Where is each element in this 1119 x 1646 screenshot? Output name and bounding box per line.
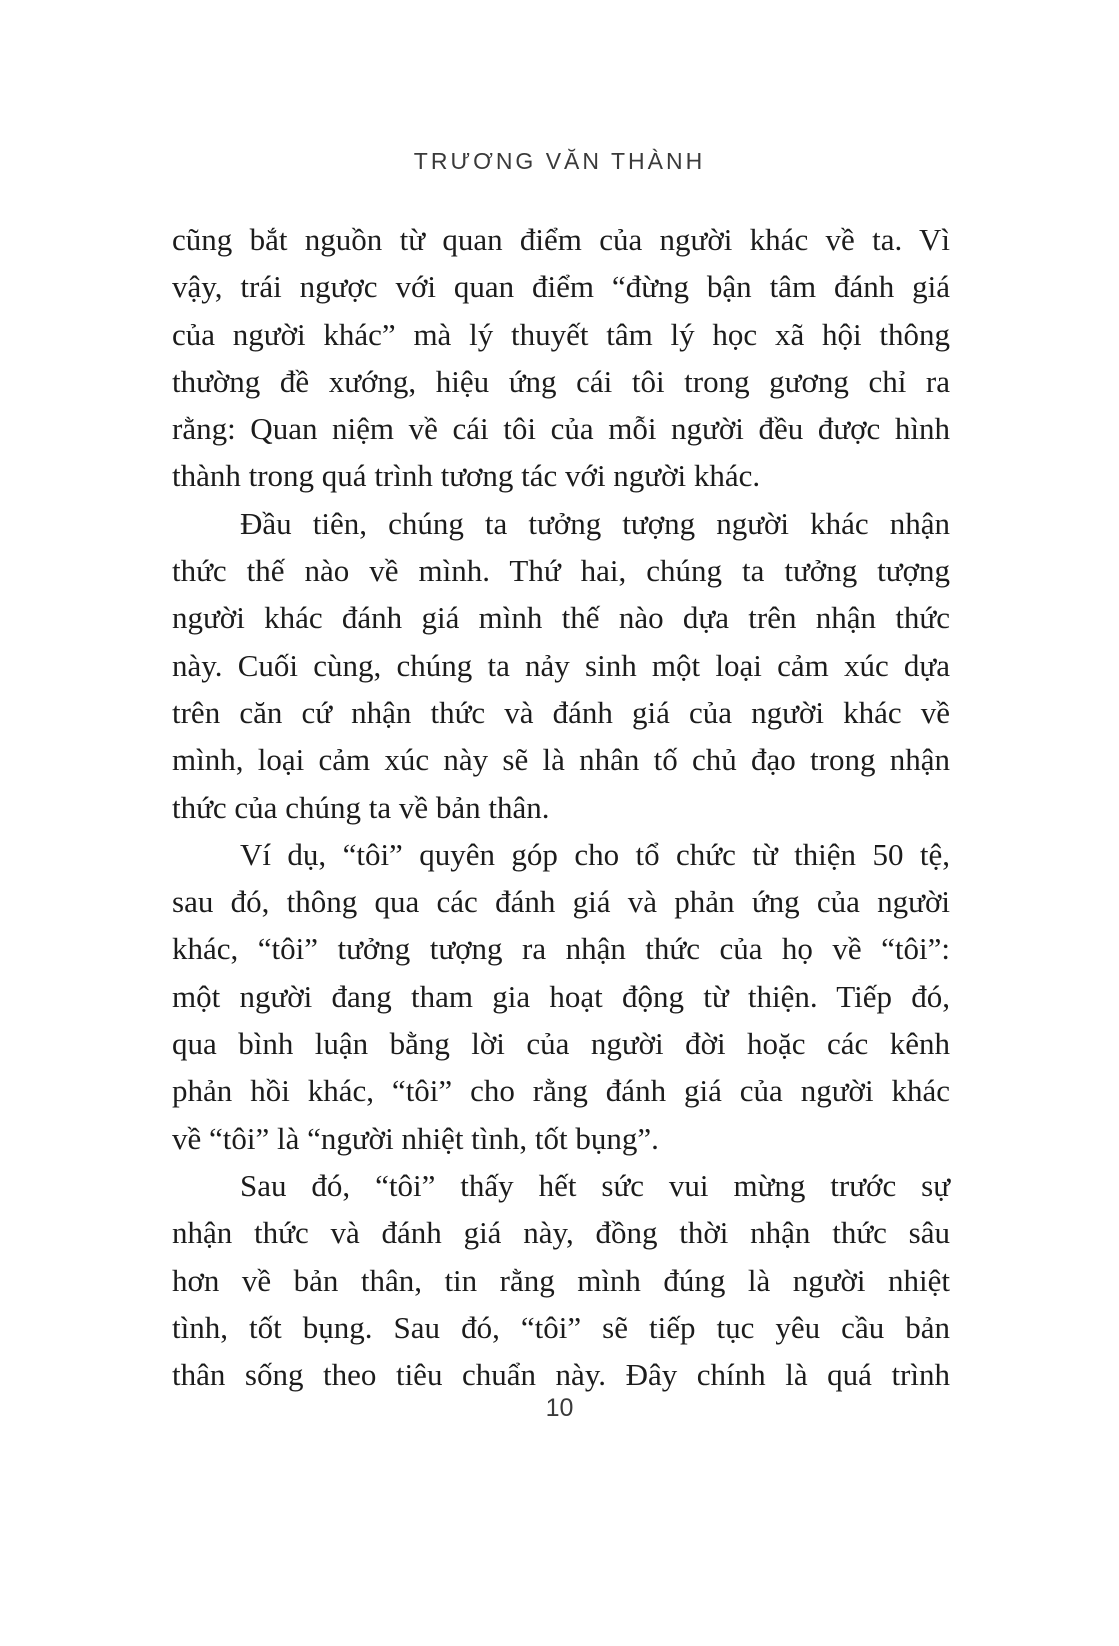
page-number: 10 — [545, 1394, 574, 1422]
text-line: nhận thức và đánh giá này, đồng thời nhận thức sâu — [172, 1215, 950, 1251]
text-line: thường đề xướng, hiệu ứng cái tôi trong gương chỉ ra — [172, 363, 950, 399]
text-line: thức của chúng ta về bản thân. — [172, 789, 550, 825]
text-line: qua bình luận bằng lời của người đời hoặc các kênh — [172, 1026, 950, 1062]
text-line: Sau đó, “tôi” thấy hết sức vui mừng trước sự — [240, 1167, 950, 1203]
text-line: này. Cuối cùng, chúng ta nảy sinh một loại cảm xúc dựa — [172, 647, 950, 683]
text-line: tình, tốt bụng. Sau đó, “tôi” sẽ tiếp tục yêu cầu bản — [172, 1309, 950, 1345]
text-line: phản hồi khác, “tôi” cho rằng đánh giá của người khác — [172, 1073, 950, 1109]
text-line: thức thế nào về mình. Thứ hai, chúng ta tưởng tượng — [172, 553, 950, 589]
text-line: của người khác” mà lý thuyết tâm lý học xã hội thông — [172, 316, 950, 352]
text-line: thành trong quá trình tương tác với người khác. — [172, 458, 761, 494]
text-line: người khác đánh giá mình thế nào dựa trên nhận thức — [172, 600, 950, 636]
text-line: cũng bắt nguồn từ quan điểm của người khác về ta. Vì — [172, 222, 950, 257]
body-text — [172, 216, 950, 1398]
text-line: Đầu tiên, chúng ta tưởng tượng người khác nhận — [240, 505, 950, 541]
text-line: sau đó, thông qua các đánh giá và phản ứng của người — [172, 884, 950, 920]
text-line: rằng: Quan niệm về cái tôi của mỗi người đều được hình — [172, 411, 950, 447]
running-head-author: TRƯƠNG VĂN THÀNH — [413, 148, 706, 174]
text-line: một người đang tham gia hoạt động từ thiện. Tiếp đó, — [172, 978, 950, 1014]
text-line: hơn về bản thân, tin rằng mình đúng là người nhiệt — [172, 1262, 950, 1298]
text-line: thân sống theo tiêu chuẩn này. Đây chính là quá trình — [172, 1357, 950, 1393]
text-line: trên căn cứ nhận thức và đánh giá của người khác về — [172, 694, 950, 730]
text-line: mình, loại cảm xúc này sẽ là nhân tố chủ đạo trong nhận — [172, 742, 950, 778]
text-line: về “tôi” là “người nhiệt tình, tốt bụng”. — [172, 1120, 659, 1156]
text-line: Ví dụ, “tôi” quyên góp cho tổ chức từ thiện 50 tệ, — [240, 836, 950, 872]
text-line: khác, “tôi” tưởng tượng ra nhận thức của họ về “tôi”: — [172, 931, 950, 967]
text-line: vậy, trái ngược với quan điểm “đừng bận tâm đánh giá — [172, 269, 950, 305]
